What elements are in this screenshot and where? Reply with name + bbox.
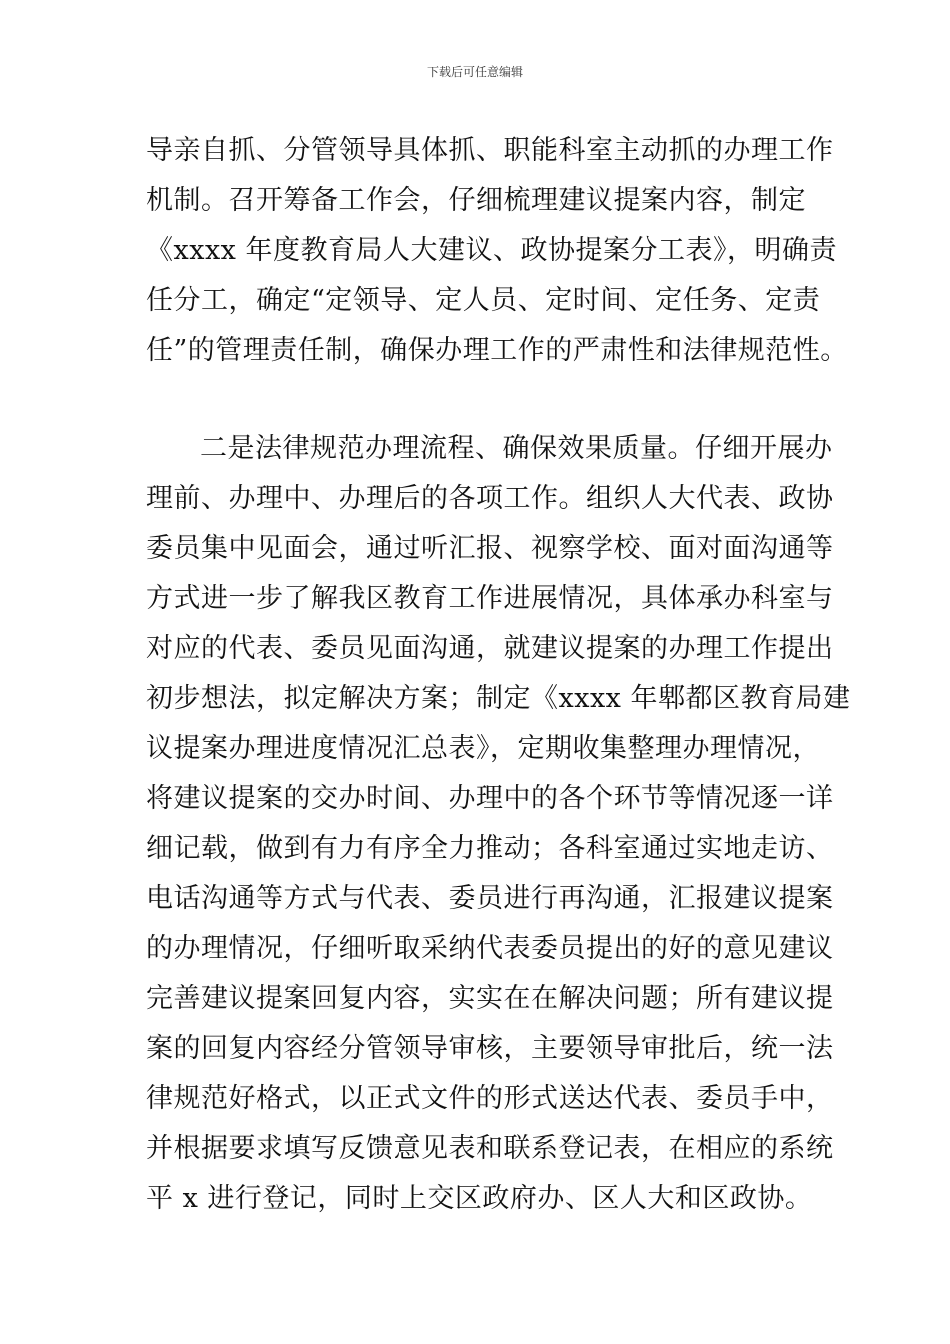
- text-line-first: 二是法律规范办理流程、确保效果质量。仔细开展办: [200, 433, 833, 464]
- paragraph-1: [146, 126, 848, 376]
- text-line: 导亲自抓、分管领导具体抓、职能科室主动抓的办理工作: [146, 135, 834, 166]
- text-line: 方式进一步了解我区教育工作进展情况，具体承办科室与: [146, 583, 834, 614]
- text-line: 案的回复内容经分管领导审核，主要领导审批后，统一法: [146, 1033, 834, 1064]
- text-line: 完善建议提案回复内容，实实在在解决问题；所有建议提: [146, 983, 834, 1014]
- text-line: 并根据要求填写反馈意见表和联系登记表，在相应的系统: [146, 1133, 834, 1164]
- text-line: 律规范好格式，以正式文件的形式送达代表、委员手中，: [146, 1083, 834, 1114]
- text-line: 初步想法，拟定解决方案；制定《xxxx 年郫都区教育局建: [146, 683, 851, 714]
- paragraph-2: [146, 424, 851, 1224]
- text-line: 《xxxx 年度教育局人大建议、政协提案分工表》，明确责: [146, 235, 837, 266]
- text-line: 的办理情况，仔细听取采纳代表委员提出的好的意见建议: [146, 933, 834, 964]
- text-line: 机制。召开筹备工作会，仔细梳理建议提案内容，制定: [146, 185, 806, 216]
- text-line: 将建议提案的交办时间、办理中的各个环节等情况逐一详: [146, 783, 834, 814]
- page-header: 下载后可任意编辑: [426, 65, 523, 79]
- text-line: 细记载，做到有力有序全力推动；各科室通过实地走访、: [146, 833, 834, 864]
- text-line: 电话沟通等方式与代表、委员进行再沟通，汇报建议提案: [146, 883, 834, 914]
- text-line: 理前、办理中、办理后的各项工作。组织人大代表、政协: [146, 483, 834, 514]
- text-line: 任”的管理责任制，确保办理工作的严肃性和法律规范性。: [146, 335, 848, 366]
- text-line: 对应的代表、委员见面沟通，就建议提案的办理工作提出: [146, 633, 834, 664]
- text-line: 任分工，确定“定领导、定人员、定时间、定任务、定责: [146, 285, 821, 316]
- text-line: 议提案办理进度情况汇总表》，定期收集整理办理情况，: [146, 733, 820, 764]
- text-line: 平 x 进行登记，同时上交区政府办、区人大和区政协。: [146, 1183, 813, 1214]
- text-line: 委员集中见面会，通过听汇报、视察学校、面对面沟通等: [146, 533, 834, 564]
